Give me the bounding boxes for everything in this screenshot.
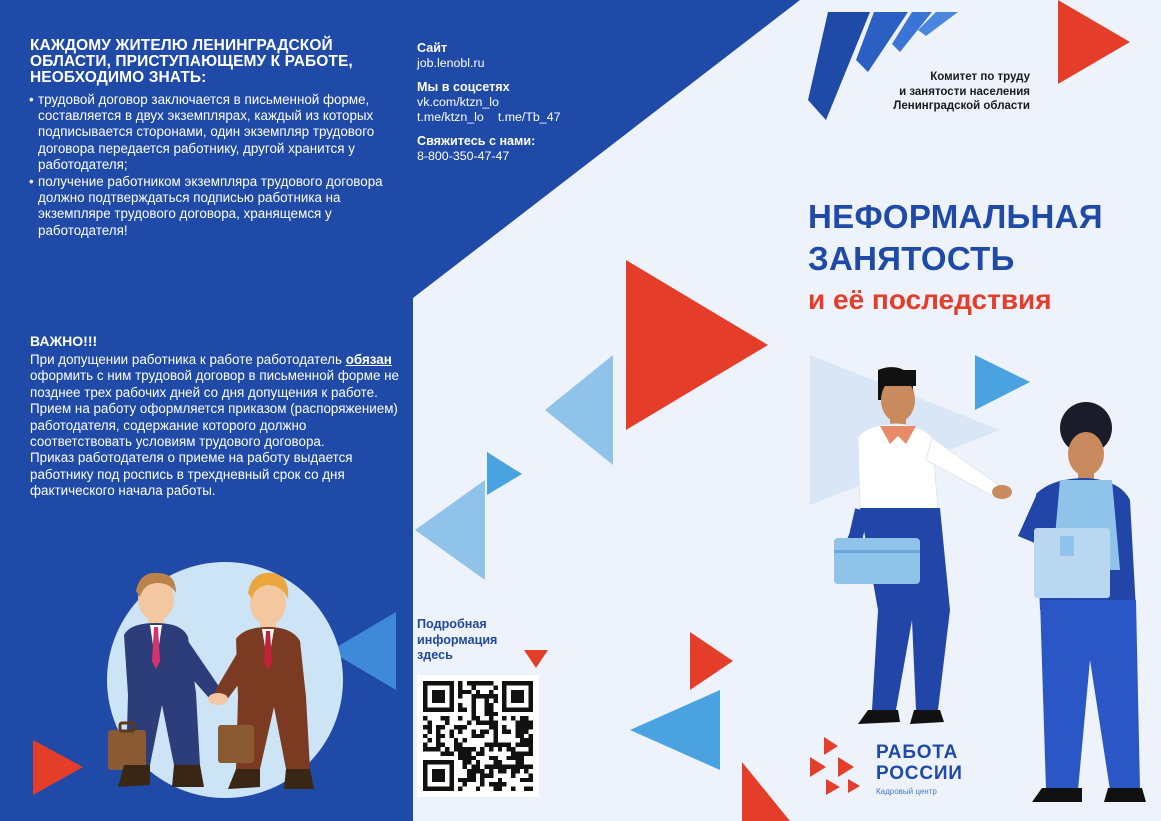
rules-heading: КАЖДОМУ ЖИТЕЛЮ ЛЕНИНГРАДСКОЙ ОБЛАСТИ, ПРИСТУПАЮЩЕМУ К РАБОТЕ, НЕОБХОДИМО ЗНАТЬ:	[30, 37, 353, 86]
vk-link[interactable]: vk.com/ktzn_lo	[417, 95, 499, 109]
rules-bullet-1: • трудовой договор заключается в письменной форме, составляется в двух экземплярах, каждый из которых подписывается сторонами, один экземпляр трудового договора передается работнику, другой хранится у работодателя;	[30, 92, 410, 173]
contact-label: Свяжитесь с нами:	[417, 134, 536, 148]
committee-line-3: Ленинградской области	[893, 100, 1030, 112]
rules-section	[30, 38, 410, 240]
brand-subtitle: Кадровый центр	[876, 787, 937, 796]
committee-line-2: и занятости населения	[899, 85, 1030, 98]
site-label: Сайт	[417, 41, 448, 55]
qr-code[interactable]	[417, 675, 539, 797]
telegram-links	[417, 110, 617, 125]
brand-name-line-1: РАБОТА	[876, 742, 959, 763]
site-link[interactable]: job.lenobl.ru	[417, 56, 485, 70]
brand-name	[876, 742, 963, 784]
phone-number[interactable]: 8-800-350-47-47	[417, 149, 510, 163]
title-line-1: НЕФОРМАЛЬНАЯ	[808, 198, 1103, 235]
handshake-illustration-icon	[100, 565, 350, 800]
rules-bullet-2: • получение работником экземпляра трудового договора должно подтверждаться подписью работника на экземпляре трудового договора, хранящемся у работодателя!	[30, 174, 410, 239]
obliged-word: обязан	[345, 352, 392, 367]
telegram-link-2[interactable]: t.me/Tb_47	[497, 110, 561, 124]
important-paragraph-2: Прием на работу оформляется приказом (распоряжением) работодателя, содержание которого должно соответствовать условиям трудового договора.	[30, 401, 398, 450]
important-paragraph-1	[30, 352, 410, 401]
contacts-section	[417, 40, 617, 172]
important-title: ВАЖНО!!!	[30, 333, 98, 349]
telegram-link-1[interactable]: t.me/ktzn_lo	[417, 110, 484, 124]
title-line-3: и её последствия	[808, 284, 1052, 315]
important-p1-before: При допущении работника к работе работодатель	[30, 352, 346, 367]
brand-name-line-2: РОССИИ	[876, 763, 963, 784]
workers-illustration-icon	[820, 360, 1150, 810]
qr-code-icon	[423, 681, 533, 791]
qr-caption: Подробная информация здесь	[417, 617, 498, 662]
leaflet-title	[808, 196, 1148, 318]
important-section	[30, 333, 410, 500]
social-label: Мы в соцсетях	[417, 80, 510, 94]
important-p1-after: оформить с ним трудовой договор в письменной форме не позднее трех рабочих дней со дня допущения к работе.	[30, 368, 399, 400]
important-paragraph-3: Приказ работодателя о приеме на работу выдается работнику под роспись в трехдневный срок со дня фактического начала работы.	[30, 450, 353, 499]
rules-list	[30, 92, 410, 239]
rabota-rossii-logo-icon	[808, 735, 868, 795]
important-body	[30, 352, 410, 500]
committee-line-1: Комитет по труду	[930, 71, 1030, 83]
title-line-2: ЗАНЯТОСТЬ	[808, 240, 1015, 277]
committee-name	[830, 70, 1030, 114]
